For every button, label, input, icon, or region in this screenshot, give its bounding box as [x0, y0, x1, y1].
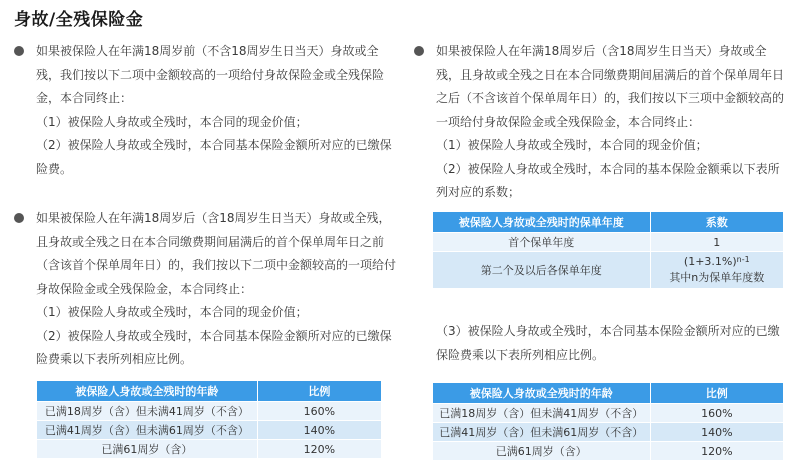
- table-cell-age: 已满18周岁（含）但未满41周岁（不含）: [37, 402, 258, 421]
- coefficient-note: 其中n为保单年度数: [669, 271, 765, 284]
- right-item-3: （3）被保险人身故或全残时，本合同基本保险金额所对应的已缴保险费乘以下表所列相应比例。: [436, 324, 780, 362]
- right-bullet-1-item-1: （1）被保险人身故或全残时，本合同的现金价值；: [436, 138, 708, 152]
- left-bullet-1: [14, 40, 398, 181]
- right-ratio-table-wrap: [432, 382, 784, 461]
- left-ratio-table: [36, 380, 382, 459]
- table-row: [37, 421, 382, 440]
- table-cell-ratio: 120%: [650, 442, 783, 461]
- table-cell-coefficient: [650, 252, 783, 289]
- table-cell-age: 已满41周岁（含）但未满61周岁（不含）: [433, 423, 651, 442]
- left-bullet-2-item-1: （1）被保险人身故或全残时，本合同的现金价值；: [36, 305, 308, 319]
- table-header-age: 被保险人身故或全残时的年龄: [37, 381, 258, 402]
- table-cell-coefficient: 1: [650, 233, 783, 252]
- table-cell-age: 已满61周岁（含）: [37, 440, 258, 459]
- right-item-3-wrap: [436, 320, 790, 367]
- right-bullet-1: [414, 40, 790, 205]
- coefficient-exponent: n-1: [736, 255, 750, 264]
- table-header-age: 被保险人身故或全残时的年龄: [433, 383, 651, 404]
- coefficient-table: [432, 211, 784, 289]
- table-header-ratio: 比例: [257, 381, 381, 402]
- table-cell-age: 已满61周岁（含）: [433, 442, 651, 461]
- table-cell-ratio: 140%: [257, 421, 381, 440]
- table-header-policy-year: 被保险人身故或全残时的保单年度: [433, 212, 651, 233]
- table-header-ratio: 比例: [650, 383, 783, 404]
- left-bullet-1-text: 如果被保险人在年满18周岁前（不含18周岁生日当天）身故或全残，我们按以下二项中金额较高的一项给付身故保险金或全残保险金，本合同终止：: [36, 44, 385, 105]
- table-cell-ratio: 120%: [257, 440, 381, 459]
- table-cell-year: 首个保单年度: [433, 233, 651, 252]
- table-row: [433, 404, 784, 423]
- table-row: [37, 402, 382, 421]
- table-row: [37, 440, 382, 459]
- table-header-row: [433, 212, 784, 233]
- table-header-coefficient: 系数: [650, 212, 783, 233]
- left-column: [14, 40, 398, 181]
- left-bullet-1-item-2: （2）被保险人身故或全残时，本合同基本保险金额所对应的已缴保险费。: [36, 138, 392, 176]
- table-row: [433, 423, 784, 442]
- coefficient-table-wrap: [432, 211, 784, 289]
- table-cell-year: 第二个及以后各保单年度: [433, 252, 651, 289]
- left-bullet-2-text: 如果被保险人在年满18周岁后（含18周岁生日当天）身故或全残，且身故或全残之日在本合同缴费期间届满后的首个保单周年日之前（含该首个保单周年日）的，我们按以下二项中金额较高的一项给付身故保险金或全残保险金，本合同终止：: [36, 211, 397, 296]
- table-row: [433, 233, 784, 252]
- coefficient-formula: (1+3.1%): [683, 255, 737, 268]
- table-cell-ratio: 160%: [257, 402, 381, 421]
- table-cell-age: 已满41周岁（含）但未满61周岁（不含）: [37, 421, 258, 440]
- left-bullet-2-item-2: （2）被保险人身故或全残时，本合同基本保险金额所对应的已缴保险费乘以下表所列相应比例。: [36, 328, 392, 366]
- table-cell-ratio: 140%: [650, 423, 783, 442]
- table-header-row: [433, 383, 784, 404]
- right-column: [414, 40, 790, 205]
- table-row: [433, 442, 784, 461]
- table-cell-age: 已满18周岁（含）但未满41周岁（不含）: [433, 404, 651, 423]
- left-ratio-table-wrap: [36, 380, 382, 459]
- table-header-row: [37, 381, 382, 402]
- right-bullet-1-text: 如果被保险人在年满18周岁后（含18周岁生日当天）身故或全残，且身故或全残之日在本合同缴费期间届满后的首个保单周年日之后（不含该首个保单周年日）的，我们按以下三项中金额较高的一项给付身故保险金或全残保险金，本合同终止：: [436, 44, 785, 129]
- section-title: 身故/全残保险金: [14, 10, 144, 30]
- left-bullet-1-item-1: （1）被保险人身故或全残时，本合同的现金价值；: [36, 114, 308, 129]
- right-bullet-1-item-2: （2）被保险人身故或全残时，本合同的基本保险金额乘以下表所列对应的系数；: [436, 161, 780, 199]
- table-row: [433, 252, 784, 289]
- left-column-lower: [14, 207, 398, 372]
- right-ratio-table: [432, 382, 784, 461]
- table-cell-ratio: 160%: [650, 404, 783, 423]
- left-bullet-2: [14, 207, 398, 372]
